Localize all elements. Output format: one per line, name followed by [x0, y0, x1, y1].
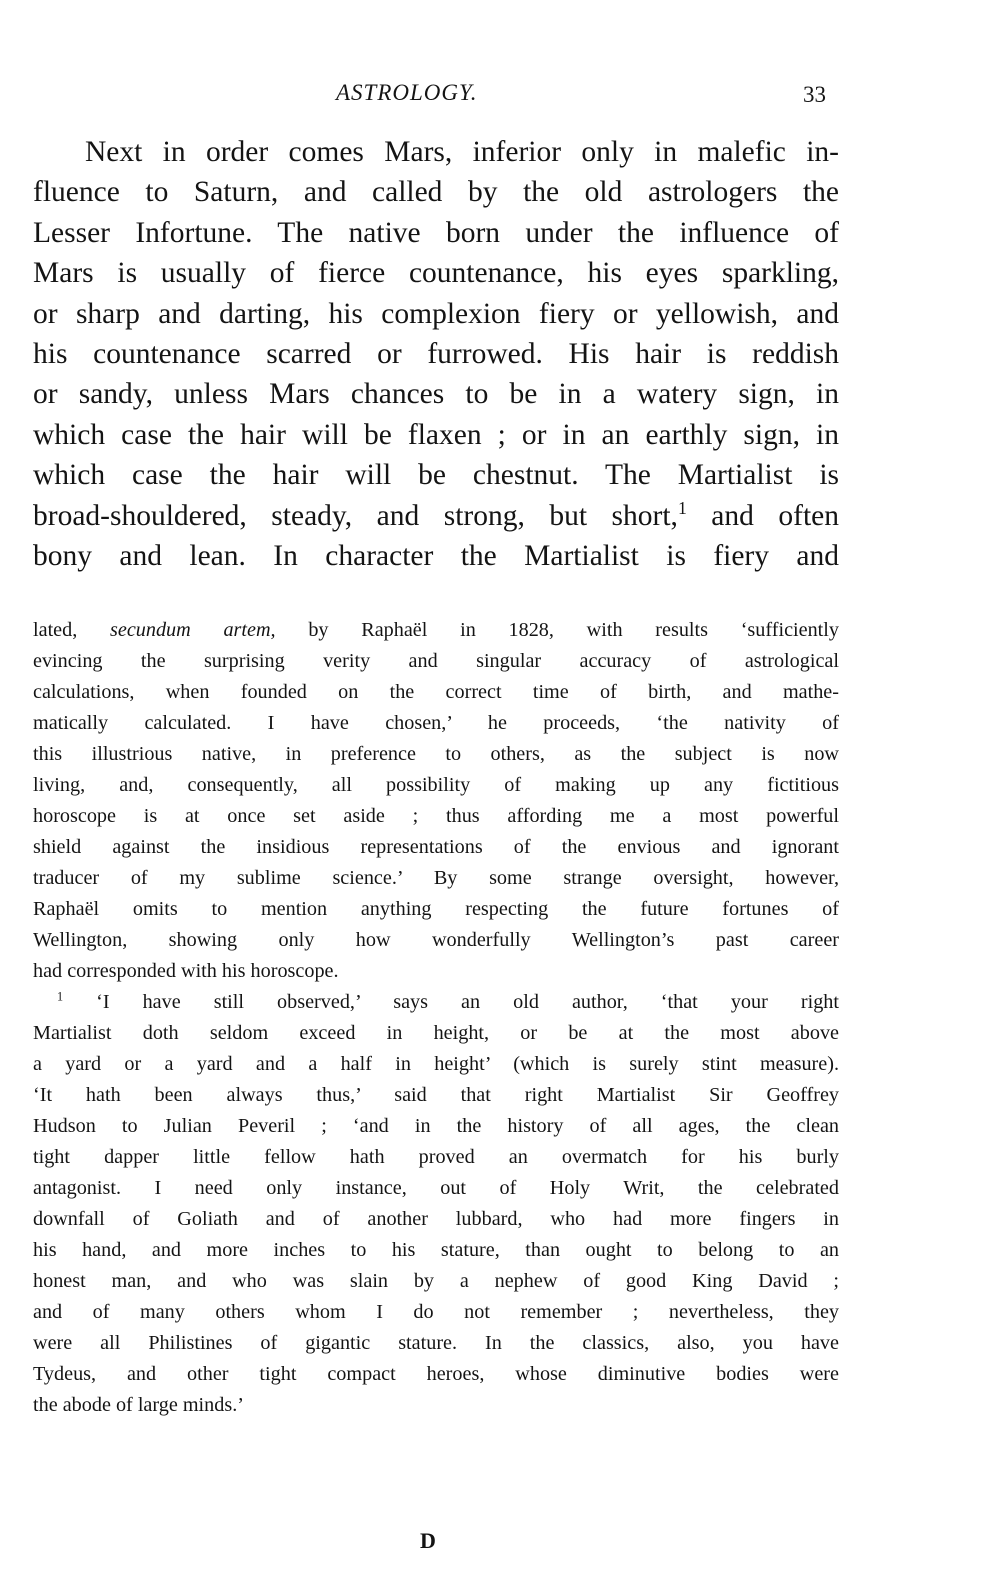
footnote-line: this illustrious native, in preference to others, as the subject is now — [33, 743, 839, 765]
footnote-reference: 1 — [677, 497, 687, 518]
footnote-line: evincing the surprising verity and singular accuracy of astrological — [33, 650, 839, 672]
text-line: his countenance scarred or furrowed. His hair is reddish — [33, 338, 839, 371]
footnote-line: Wellington, showing only how wonderfully Wellington’s past career — [33, 929, 839, 951]
footnote-line: downfall of Goliath and of another lubbard, who had more fingers in — [33, 1208, 839, 1230]
text-line: or sharp and darting, his complexion fiery or yellowish, and — [33, 297, 839, 330]
footnote-number: 1 — [57, 989, 64, 1004]
footnotes — [33, 615, 839, 1421]
running-title: ASTROLOGY. — [336, 80, 478, 105]
footnote-continuation — [33, 615, 839, 987]
footnote-line: tight dapper little fellow hath proved an overmatch for his burly — [33, 1146, 839, 1168]
text-line: which case the hair will be chestnut. The Martialist is — [33, 459, 839, 492]
footnote-line: and of many others whom I do not remember ; nevertheless, they — [33, 1301, 839, 1323]
footnote-line — [33, 615, 839, 646]
main-paragraph — [33, 132, 839, 576]
footnote-line: traducer of my sublime science.’ By some strange oversight, however, — [33, 867, 839, 889]
footnote-line: ‘It hath been always thus,’ said that right Martialist Sir Geoffrey — [33, 1084, 839, 1106]
footnote-line: horoscope is at once set aside ; thus affording me a most powerful — [33, 805, 839, 827]
footnote-line: honest man, and who was slain by a nephew of good King David ; — [33, 1270, 839, 1292]
page-number: 33 — [803, 82, 826, 107]
footnote-line: antagonist. I need only instance, out of Holy Writ, the celebrated — [33, 1177, 839, 1199]
text-line: which case the hair will be flaxen ; or in an earthly sign, in — [33, 418, 839, 451]
footnote-text: lated, — [33, 619, 110, 641]
footnote-line: living, and, consequently, all possibility of making up any fictitious — [33, 774, 839, 796]
footnote-line: were all Philistines of gigantic stature. In the classics, also, you have — [33, 1332, 839, 1354]
latin-phrase: secundum artem, — [110, 619, 276, 641]
text-line: Lesser Infortune. The native born under the influence of — [33, 216, 839, 249]
text-line: Mars is usually of fierce countenance, his eyes sparkling, — [33, 257, 839, 290]
text-line: fluence to Saturn, and called by the old astrologers the — [33, 176, 839, 209]
footnote-line: Tydeus, and other tight compact heroes, whose diminutive bodies were — [33, 1363, 839, 1385]
footnote-line: Hudson to Julian Peveril ; ‘and in the history of all ages, the clean — [33, 1115, 839, 1137]
footnote-line: shield against the insidious representations of the envious and ignorant — [33, 836, 839, 858]
text-line: Next in order comes Mars, inferior only in malefic in- — [85, 136, 839, 168]
footnote-line — [33, 987, 839, 1018]
text-line-end: and often — [686, 499, 839, 532]
footnote-line: Martialist doth seldom exceed in height, or be at the most above — [33, 1022, 839, 1044]
footnote-line: calculations, when founded on the correct time of birth, and mathe- — [33, 681, 839, 703]
footnote-text: ‘I have still observed,’ says an old author, ‘that your right — [63, 991, 839, 1013]
signature-mark: D — [420, 1528, 436, 1553]
footnote-1 — [33, 987, 839, 1421]
text-line — [33, 496, 839, 536]
footnote-line: matically calculated. I have chosen,’ he proceeds, ‘the nativity of — [33, 712, 839, 734]
footnote-line: his hand, and more inches to his stature, than ought to belong to an — [33, 1239, 839, 1261]
footnote-text: by Raphaël in 1828, with results ‘sufficiently — [275, 619, 839, 641]
footnote-line: the abode of large minds.’ — [33, 1394, 244, 1416]
text-line: bony and lean. In character the Martialist is fiery and — [33, 540, 839, 573]
text-line-start: broad-shouldered, steady, and strong, but short, — [33, 499, 678, 532]
footnote-line: Raphaël omits to mention anything respecting the future fortunes of — [33, 898, 839, 920]
text-line: or sandy, unless Mars chances to be in a watery sign, in — [33, 378, 839, 411]
running-head — [0, 80, 1000, 116]
footnote-line: a yard or a yard and a half in height’ (which is surely stint measure). — [33, 1053, 839, 1075]
footnote-line: had corresponded with his horoscope. — [33, 960, 339, 982]
